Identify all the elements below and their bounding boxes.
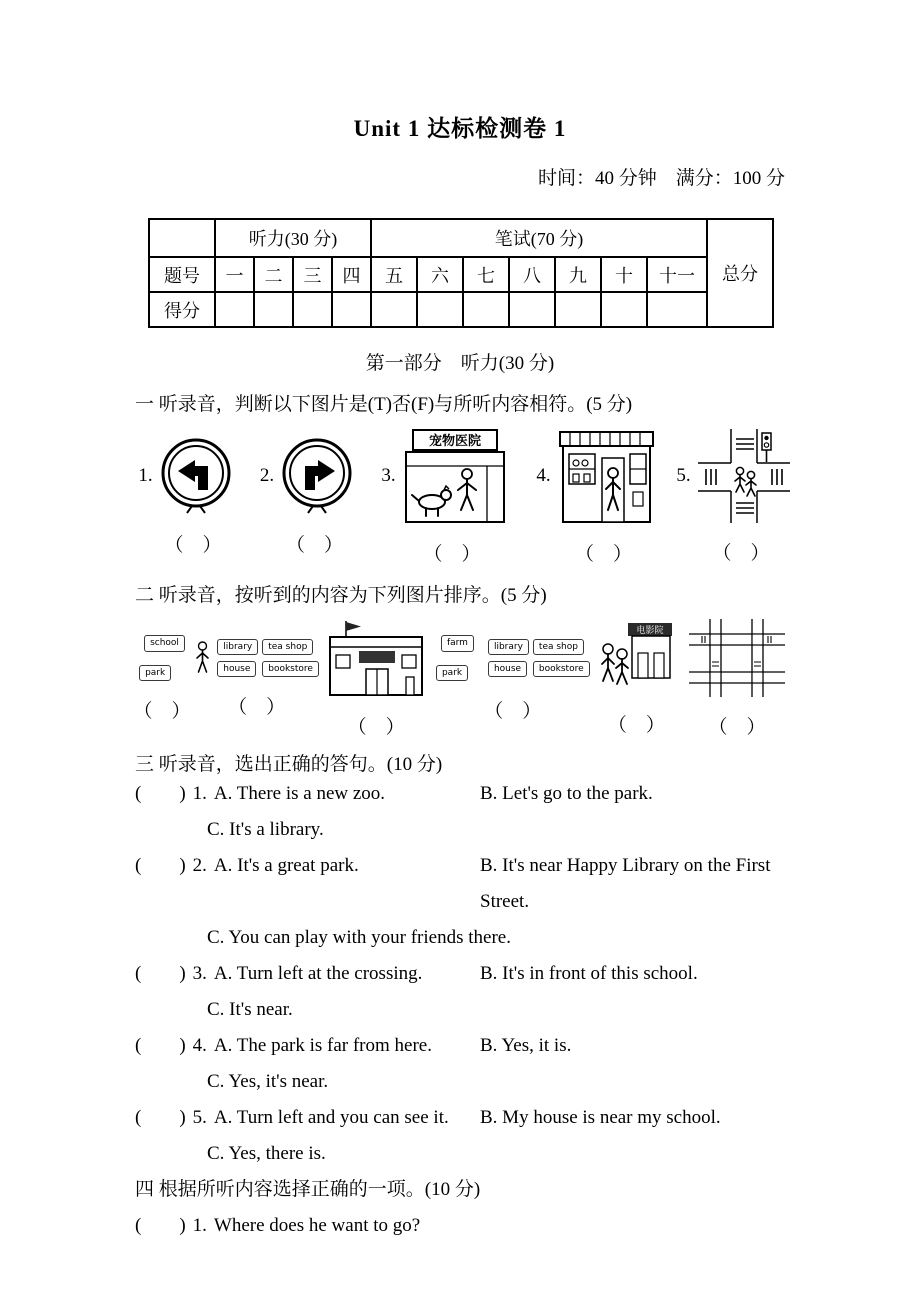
total-header: 总分 (707, 219, 773, 327)
option-c: C. It's a library. (207, 819, 324, 840)
word-card: library (217, 639, 258, 655)
score-cell (293, 292, 332, 327)
svg-text:电影院: 电影院 (636, 625, 664, 635)
score-cell (463, 292, 509, 327)
section2-item-2 (203, 639, 311, 720)
answer-blank: （ ） (484, 700, 542, 722)
score-cell (215, 292, 254, 327)
col-header: 二 (254, 257, 293, 292)
score-cell (601, 292, 647, 327)
shop-image (558, 428, 655, 524)
children-near-cinema-image (598, 621, 674, 695)
question-row (135, 848, 785, 920)
answer-blank: （ ） (133, 700, 191, 722)
answer-blank: （ ） (423, 544, 481, 565)
word-card: tea shop (533, 639, 584, 655)
option-b: B. It's in front of this school. (480, 963, 698, 984)
answer-blank: （ ） (607, 715, 665, 736)
col-header: 六 (417, 257, 463, 292)
option-c: C. Yes, there is. (207, 1143, 326, 1164)
question-row (135, 1208, 785, 1244)
section2-item-3 (324, 619, 428, 739)
answer-blank: （ ） (712, 543, 770, 564)
answer-blank: ( ) (135, 1215, 186, 1236)
word-card: park (436, 665, 468, 681)
col-header: 四 (332, 257, 371, 292)
crossing-image (698, 429, 790, 523)
section1-item-4 (533, 428, 659, 566)
section1-item-5 (676, 429, 785, 565)
boy-with-cards-image (194, 639, 319, 678)
item-number: 2. (259, 465, 275, 486)
listening-header: 听力(30 分) (215, 219, 371, 257)
question-number: 3. (192, 963, 207, 984)
section2-item-6 (689, 619, 785, 739)
option-b: B. Let's go to the park. (480, 783, 653, 804)
answer-blank: ( ) (135, 1107, 186, 1128)
score-cell (332, 292, 371, 327)
answer-blank: （ ） (347, 717, 405, 738)
section2-item-1 (135, 635, 189, 723)
option-b: B. Yes, it is. (480, 1035, 572, 1056)
section2-item-4 (442, 635, 584, 723)
section1-item-1 (135, 437, 235, 557)
question-number: 5. (192, 1107, 207, 1128)
section3-title: 三 听录音，选出正确的答句。(10 分) (135, 754, 443, 775)
option-c: C. You can play with your friends there. (207, 927, 511, 948)
part1-heading: 第一部分 听力(30 分) (365, 353, 555, 374)
answer-blank: （ ） (285, 535, 343, 556)
answer-blank: ( ) (135, 963, 186, 984)
turn-left-sign-image (160, 437, 232, 515)
score-cell (254, 292, 293, 327)
answer-blank: （ ） (164, 535, 222, 556)
option-b: B. It's near Happy Library on the First Street. (480, 855, 771, 912)
answer-blank: （ ） (574, 544, 632, 565)
word-card: house (217, 661, 256, 677)
col-header: 十一 (647, 257, 707, 292)
col-header: 五 (371, 257, 417, 292)
page-title: Unit 1 达标检测卷 1 (353, 116, 567, 141)
col-header: 三 (293, 257, 332, 292)
col-header: 九 (555, 257, 601, 292)
word-card: library (488, 639, 529, 655)
section1-item-3 (378, 428, 510, 566)
question-number: 1. (192, 1215, 207, 1236)
svg-text:宠物医院: 宠物医院 (428, 433, 481, 448)
question-number: 2. (192, 855, 207, 876)
col-header: 八 (509, 257, 555, 292)
answer-blank: ( ) (135, 855, 186, 876)
boy-icon (194, 641, 211, 675)
score-cell (647, 292, 707, 327)
score-cell (555, 292, 601, 327)
word-card: house (488, 661, 527, 677)
answer-blank: （ ） (708, 717, 766, 738)
turn-right-sign-image (281, 437, 353, 515)
item-number: 3. (381, 465, 396, 486)
section2-title: 二 听录音，按听到的内容为下列图片排序。(5 分) (135, 585, 547, 606)
word-card: school (144, 635, 185, 651)
item-number: 4. (536, 465, 551, 486)
word-card: farm (441, 635, 474, 651)
word-card: park (139, 665, 171, 681)
question-row (135, 776, 785, 812)
question-row (135, 1100, 785, 1136)
table-corner-cell (149, 219, 215, 257)
score-cell (509, 292, 555, 327)
pet-hospital-image (403, 428, 507, 524)
score-cell (417, 292, 463, 327)
score-row-label: 得分 (149, 292, 215, 327)
question-row (135, 956, 785, 992)
score-table (148, 218, 774, 328)
option-a: A. The park is far from here. (213, 1035, 432, 1056)
section1-pictures (135, 428, 785, 566)
word-card: tea shop (262, 639, 313, 655)
answer-blank: ( ) (135, 1035, 186, 1056)
question-number-label: 题号 (149, 257, 215, 292)
section4-title: 四 根据所听内容选择正确的一项。(10 分) (135, 1179, 481, 1200)
question-number: 1. (192, 783, 207, 804)
word-cards-group-image (436, 635, 590, 681)
word-card: bookstore (262, 661, 319, 677)
section1-title: 一 听录音，判断以下图片是(T)否(F)与所听内容相符。(5 分) (135, 394, 633, 415)
answer-blank: （ ） (228, 697, 286, 719)
street-map-image (689, 619, 785, 697)
section2-pictures (135, 619, 785, 739)
option-a: A. Turn left at the crossing. (213, 963, 423, 984)
option-c: C. Yes, it's near. (207, 1071, 329, 1092)
option-a: A. Turn left and you can see it. (213, 1107, 449, 1128)
option-c: C. It's near. (207, 999, 293, 1020)
question-row (135, 1028, 785, 1064)
section2-item-5 (597, 621, 675, 737)
written-header: 笔试(70 分) (371, 219, 707, 257)
question-text: Where does he want to go? (213, 1215, 421, 1236)
question-number: 4. (192, 1035, 207, 1056)
word-card: bookstore (533, 661, 590, 677)
col-header: 七 (463, 257, 509, 292)
item-number: 5. (676, 465, 691, 486)
theater-building-image (326, 619, 426, 697)
col-header: 一 (215, 257, 254, 292)
option-b: B. My house is near my school. (480, 1107, 721, 1128)
item-number: 1. (138, 465, 153, 486)
section1-item-2 (258, 437, 356, 557)
option-a: A. It's a great park. (213, 855, 359, 876)
col-header: 十 (601, 257, 647, 292)
answer-blank: ( ) (135, 783, 186, 804)
option-a: A. There is a new zoo. (213, 783, 386, 804)
score-cell (371, 292, 417, 327)
word-cards-image (139, 635, 185, 681)
exam-meta: 时间：40 分钟 满分：100 分 (537, 168, 785, 189)
